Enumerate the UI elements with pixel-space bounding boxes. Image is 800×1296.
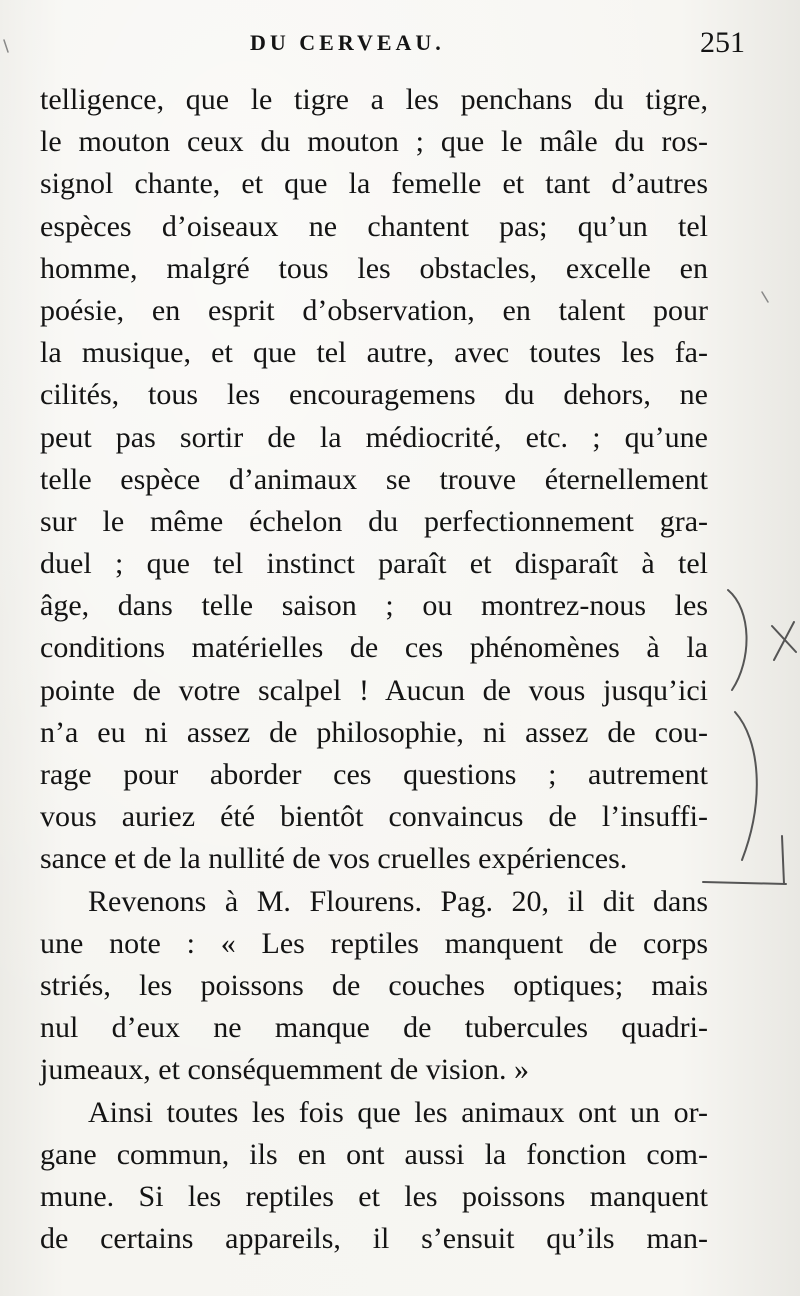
text-line: sur le même échelon du perfectionnement gra- bbox=[40, 504, 708, 538]
text-line: Ainsi toutes les fois que les animaux ont un or- bbox=[88, 1095, 708, 1129]
text-line: n’a eu ni assez de philosophie, ni assez de cou- bbox=[40, 715, 708, 749]
text-line: striés, les poissons de couches optiques; mais bbox=[40, 968, 708, 1002]
running-head: DU CERVEAU. bbox=[250, 30, 445, 55]
text-line: telle espèce d’animaux se trouve éternellement bbox=[40, 462, 708, 496]
text-line: Revenons à M. Flourens. Pag. 20, il dit dans bbox=[88, 884, 708, 918]
text-line: une note : « Les reptiles manquent de corps bbox=[40, 926, 708, 960]
text-line: nul d’eux ne manque de tubercules quadri- bbox=[40, 1011, 708, 1045]
text-line: homme, malgré tous les obstacles, excelle en bbox=[40, 251, 708, 285]
text-line: mune. Si les reptiles et les poissons manquent bbox=[40, 1179, 708, 1213]
text-line: jumeaux, et conséquemment de vision. » bbox=[40, 1053, 530, 1087]
text-line: signol chante, et que la femelle et tant d’autres bbox=[40, 167, 708, 201]
text-line: de certains appareils, il s’ensuit qu’ils man- bbox=[40, 1222, 708, 1256]
text-line: vous auriez été bientôt convaincus de l’insuffi- bbox=[40, 800, 708, 834]
text-line: âge, dans telle saison ; ou montrez-nous les bbox=[40, 589, 708, 623]
body-text bbox=[40, 79, 708, 1260]
text-line: poésie, en esprit d’observation, en talent pour bbox=[40, 293, 708, 327]
page-header bbox=[250, 26, 745, 62]
text-line: cilités, tous les encouragemens du dehors, ne bbox=[40, 378, 708, 412]
text-line: pointe de votre scalpel ! Aucun de vous jusqu’ici bbox=[40, 673, 708, 707]
page-number: 251 bbox=[700, 26, 745, 59]
text-line: la musique, et que tel autre, avec toutes les fa- bbox=[40, 336, 708, 370]
text-line: peut pas sortir de la médiocrité, etc. ; qu’une bbox=[40, 420, 708, 454]
text-line: gane commun, ils en ont aussi la fonction com- bbox=[40, 1137, 708, 1171]
text-line: duel ; que tel instinct paraît et disparaît à tel bbox=[40, 547, 708, 581]
text-line: telligence, que le tigre a les penchans du tigre, bbox=[40, 83, 708, 116]
text-line: sance et de la nullité de vos cruelles expériences. bbox=[40, 842, 628, 876]
text-line: le mouton ceux du mouton ; que le mâle du ros- bbox=[40, 125, 708, 159]
text-line: conditions matérielles de ces phénomènes à la bbox=[40, 631, 708, 665]
text-line: espèces d’oiseaux ne chantent pas; qu’un tel bbox=[40, 209, 708, 243]
text-line: rage pour aborder ces questions ; autrement bbox=[40, 758, 708, 791]
